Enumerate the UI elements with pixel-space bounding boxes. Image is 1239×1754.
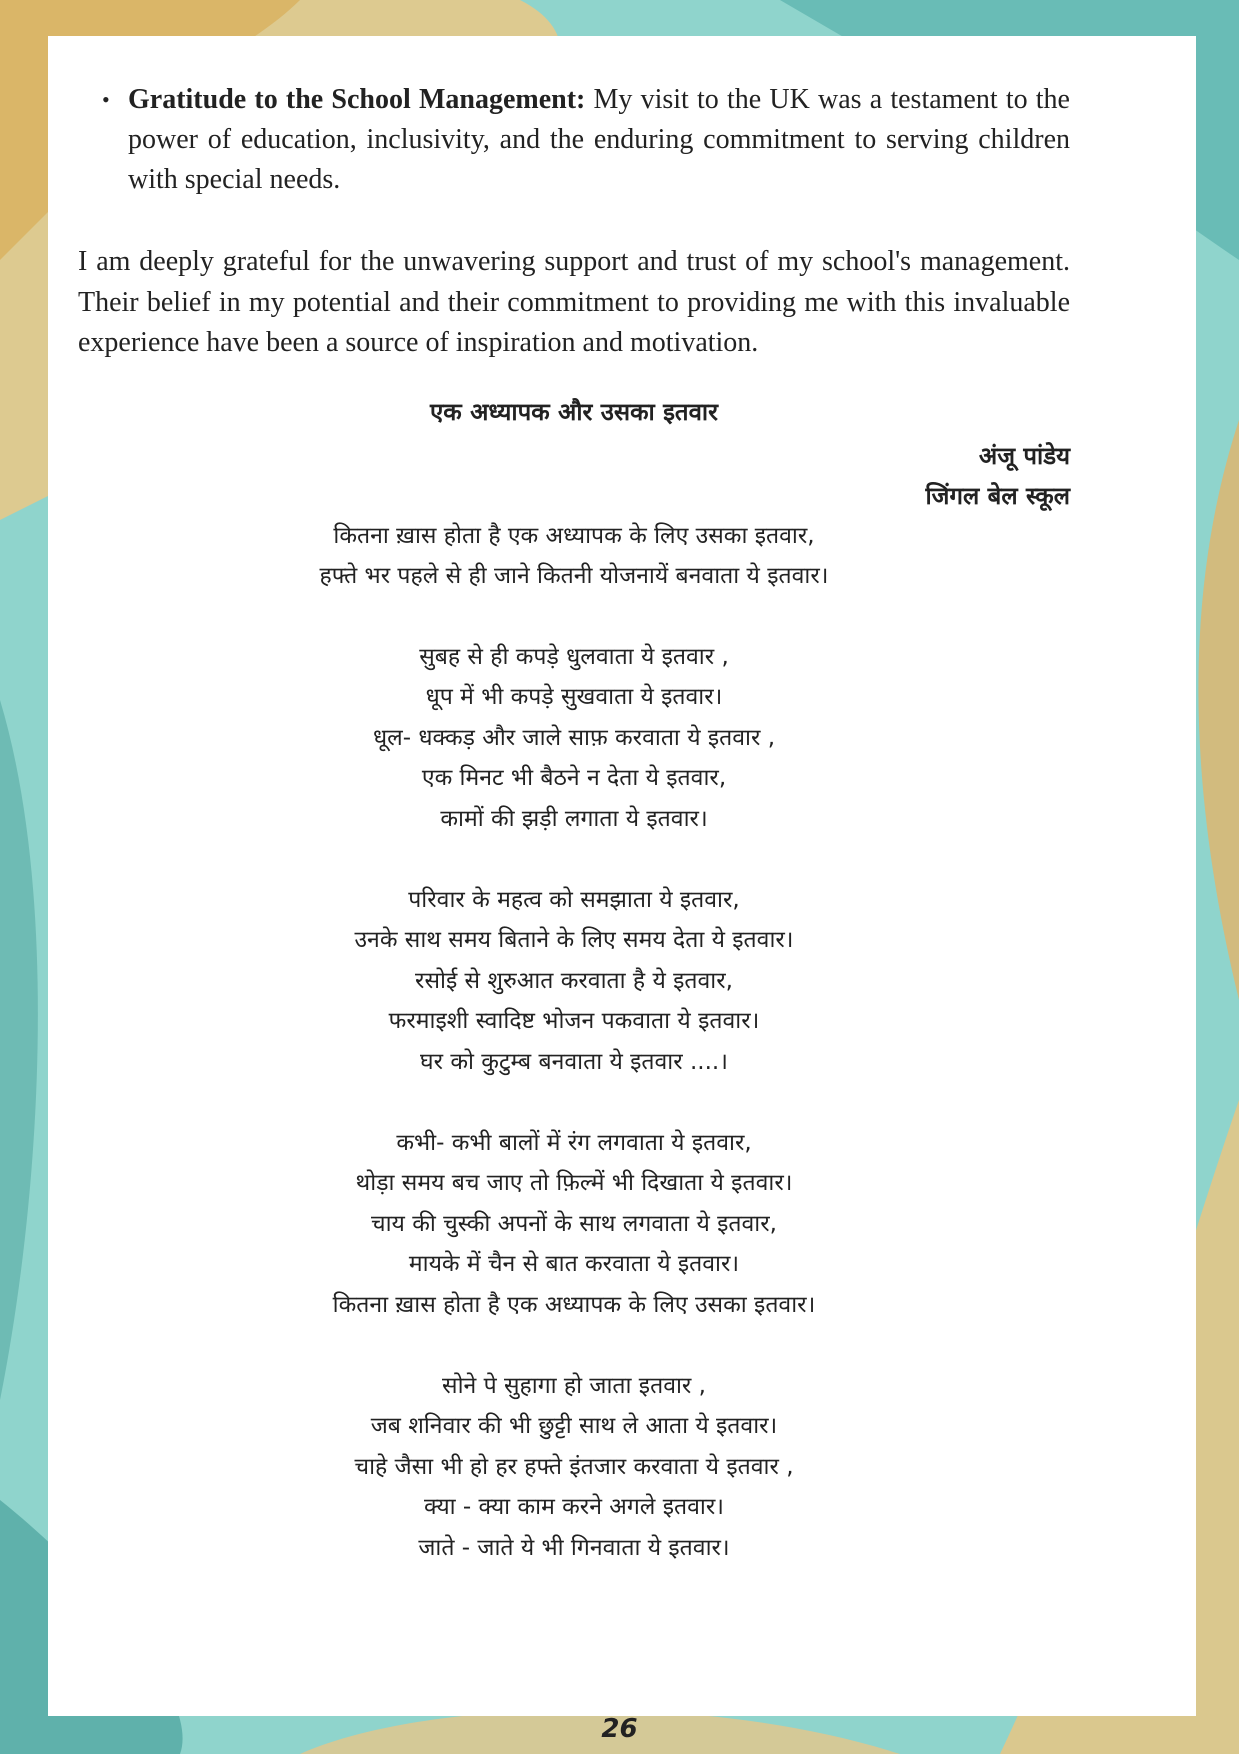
poem-line: धूल- धक्कड़ और जाले साफ़ करवाता ये इतवार ,: [372, 724, 776, 751]
page-number: 26: [601, 1714, 638, 1744]
poem-line: उनके साथ समय बिताने के लिए समय देता ये इतवार।: [354, 927, 794, 954]
poem-stanza: [78, 637, 1070, 840]
bullet-text: My visit to the UK was a testament to the power of education, inclusivity, and the enduring commitment to serving children with special needs.: [128, 84, 1070, 195]
poem-line: कामों की झड़ी लगाता ये इतवार।: [440, 806, 708, 833]
bullet-item: [128, 80, 1070, 200]
poem-line: चाहे जैसा भी हो हर हफ्ते इंतजार करवाता ये इतवार ,: [354, 1453, 794, 1480]
poem-school: जिंगल बेल स्कूल: [925, 481, 1070, 510]
poem-stanza: [78, 880, 1070, 1083]
page-content: [78, 80, 1070, 1569]
poem-line: एक मिनट भी बैठने न देता ये इतवार,: [421, 765, 727, 792]
body-paragraph: I am deeply grateful for the unwavering support and trust of my school's management. Their belief in my potential and their commitment to providing me with this invaluable experience have been a source of inspiration and motivation.: [78, 246, 1070, 358]
poem-line: कितना ख़ास होता है एक अध्यापक के लिए उसका इतवार।: [332, 1292, 816, 1318]
poem-stanza: [78, 516, 1070, 597]
poem-title: एक अध्यापक और उसका इतवार: [430, 397, 718, 426]
poem-author: अंजू पांडेय: [978, 441, 1070, 470]
poem-stanza: [78, 1366, 1070, 1569]
poem-line: क्या - क्या काम करने अगले इतवार।: [424, 1494, 724, 1521]
poem-line: फरमाइशी स्वादिष्ट भोजन पकवाता ये इतवार।: [388, 1008, 760, 1035]
poem-line: जाते - जाते ये भी गिनवाता ये इतवार।: [418, 1534, 730, 1561]
poem-line: रसोई से शुरुआत करवाता है ये इतवार,: [415, 967, 733, 994]
poem-line: कितना ख़ास होता है एक अध्यापक के लिए उसका इतवार,: [333, 522, 815, 549]
poem-line: कभी- कभी बालों में रंग लगवाता ये इतवार,: [396, 1129, 752, 1156]
poem-line: मायके में चैन से बात करवाता ये इतवार।: [408, 1251, 740, 1278]
poem-stanza: [78, 1123, 1070, 1326]
poem-line: हफ्ते भर पहले से ही जाने कितनी योजनायें बनवाता ये इतवार।: [319, 563, 829, 590]
poem-line: थोड़ा समय बच जाए तो फ़िल्में भी दिखाता ये इतवार।: [355, 1170, 793, 1197]
bullet-list: [78, 80, 1070, 200]
bullet-bold-label: Gratitude to the School Management:: [128, 84, 586, 115]
poem-line: जब शनिवार की भी छुट्टी साथ ले आता ये इतवार।: [370, 1413, 778, 1440]
poem-body: [78, 516, 1070, 1569]
poem-line: चाय की चुस्की अपनों के साथ लगवाता ये इतवार,: [371, 1210, 777, 1237]
poem-line: धूप में भी कपड़े सुखवाता ये इतवार।: [425, 684, 723, 711]
poem-line: सोने पे सुहागा हो जाता इतवार ,: [442, 1372, 706, 1399]
poem-line: सुबह से ही कपड़े धुलवाता ये इतवार ,: [419, 643, 729, 670]
poem-line: घर को कुटुम्ब बनवाता ये इतवार ....।: [420, 1049, 728, 1076]
poem-line: परिवार के महत्व को समझाता ये इतवार,: [408, 886, 740, 913]
